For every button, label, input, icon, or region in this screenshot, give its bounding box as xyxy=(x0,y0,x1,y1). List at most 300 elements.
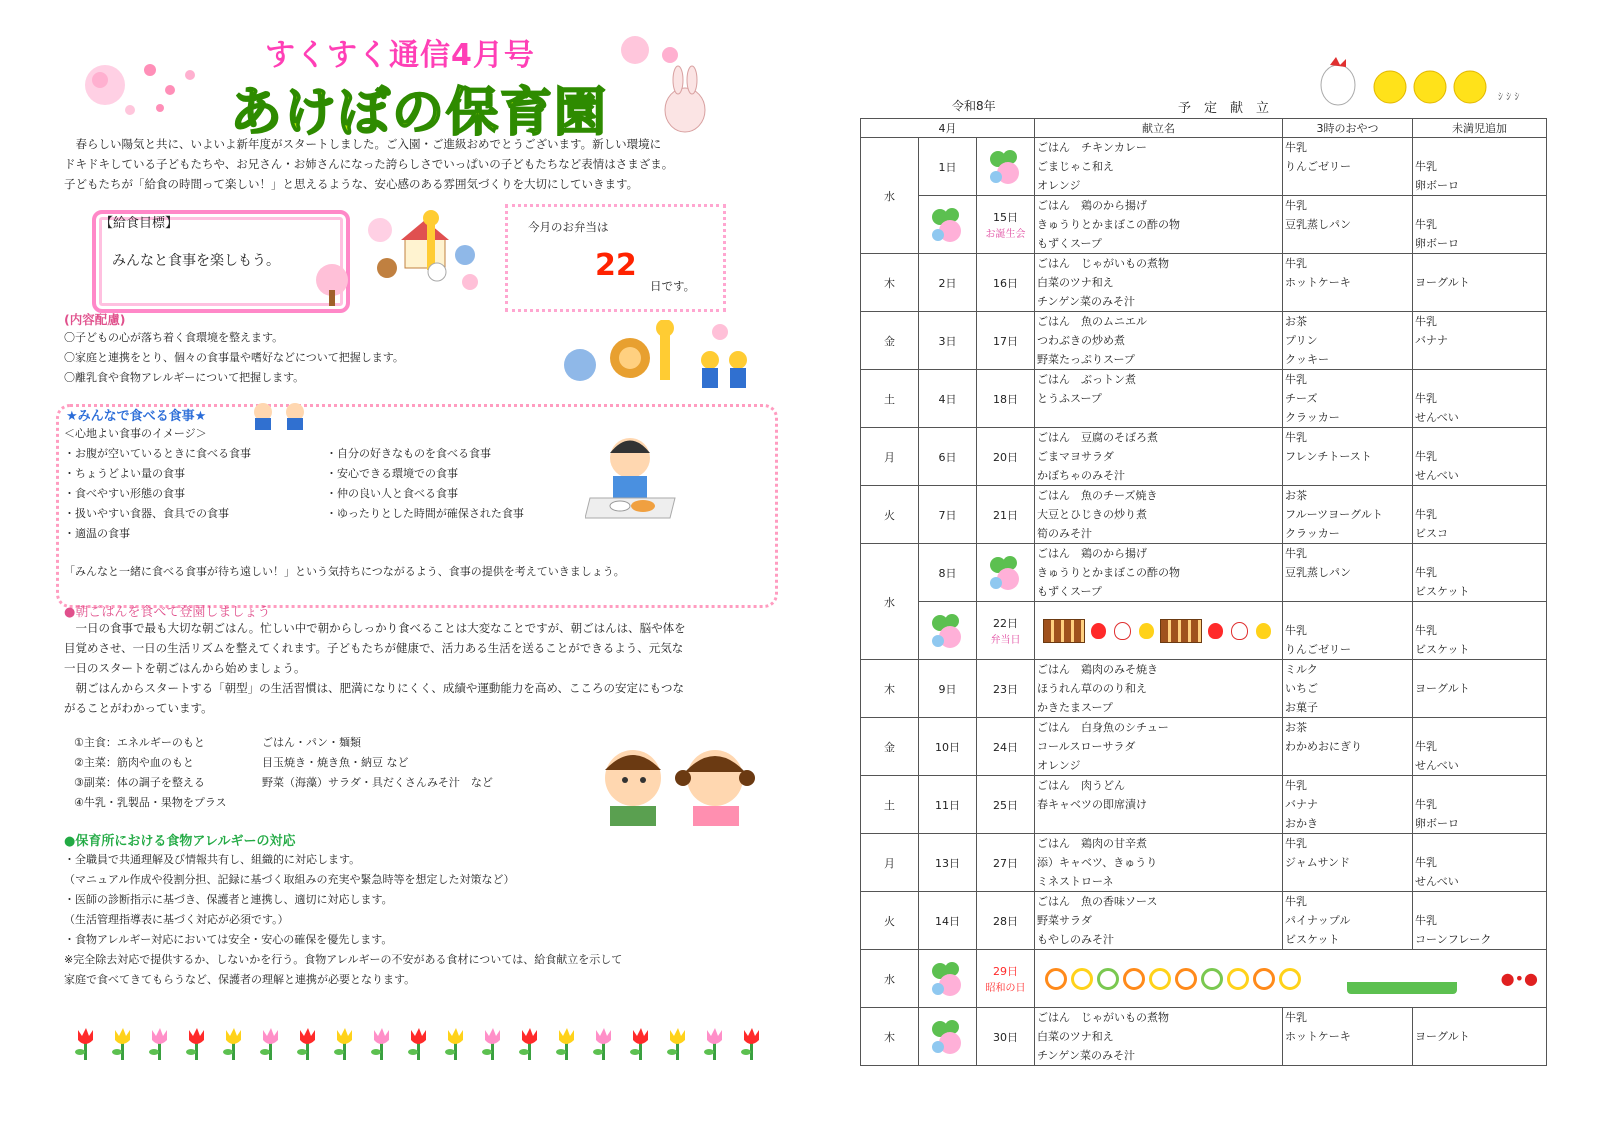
date-text: 15日 xyxy=(993,211,1019,224)
infant-line: 牛乳 xyxy=(1415,160,1438,173)
snack-line: チーズ xyxy=(1285,392,1318,405)
snack-line: 牛乳 xyxy=(1285,547,1308,560)
infant-cell xyxy=(1413,312,1547,370)
infant-cell xyxy=(1413,718,1547,776)
infant-line: 牛乳 xyxy=(1415,566,1438,579)
food-groups-labels xyxy=(74,733,227,813)
dishes-cell xyxy=(1035,776,1283,834)
infant-line xyxy=(1415,486,1544,505)
dishes-line: ごはん 豆腐のそぼろ煮 xyxy=(1037,431,1159,444)
date-note: お誕生会 xyxy=(985,229,1026,240)
eating-left-list xyxy=(64,444,251,544)
date-cell: 7日 xyxy=(919,486,977,544)
cherry-blossom-right-icon xyxy=(610,35,720,135)
menu-title: 予 定 献 立 xyxy=(1178,101,1270,116)
food-group-label: ①主食：エネルギーのもと xyxy=(74,736,205,749)
menu-row xyxy=(861,1008,1547,1066)
date-cell: 28日 xyxy=(977,892,1035,950)
infant-line xyxy=(1415,602,1544,621)
infant-line: せんべい xyxy=(1415,411,1459,424)
infant-line: 牛乳 xyxy=(1415,315,1438,328)
dishes-line: ごはん 肉うどん xyxy=(1037,779,1126,792)
date-cell: 4日 xyxy=(919,370,977,428)
eating-item: ・仲の良い人と食べる食事 xyxy=(326,487,458,500)
infant-line xyxy=(1415,718,1544,737)
infant-line xyxy=(1415,370,1544,389)
eating-item: ・食べやすい形態の食事 xyxy=(64,487,185,500)
eating-together-title: ★みんなで食べる食事★ xyxy=(66,409,207,424)
considerations-item: 〇子どもの心が落ち着く食環境を整えます。 xyxy=(64,331,284,344)
bento-suffix: 日です。 xyxy=(650,279,696,293)
eating-item: ・自分の好きなものを食べる食事 xyxy=(326,447,491,460)
eating-together-subtitle: ＜心地よい食事のイメージ＞ xyxy=(64,427,207,440)
allergy-line: ・食物アレルギー対応においては安全・安心の確保を優先します。 xyxy=(64,933,393,946)
date-cell: 17日 xyxy=(977,312,1035,370)
dishes-line: 春キャベツの即席漬け xyxy=(1037,798,1148,811)
dishes-line: ごはん 白身魚のシチュー xyxy=(1037,721,1169,734)
decoration-icon xyxy=(921,609,974,653)
dishes-line: ごまじゃこ和え xyxy=(1037,160,1115,173)
dishes-line: ごはん じゃがいもの煮物 xyxy=(1037,1011,1170,1024)
weekday-cell: 水 xyxy=(861,544,919,660)
menu-era: 令和8年 xyxy=(952,99,996,113)
date-text: 8日 xyxy=(938,566,957,580)
eating-together-closing: 「みんなと一緒に食べる食事が待ち遠しい！」という気持ちにつながるよう、食事の提供を考えていきましょう。 xyxy=(64,565,625,578)
snack-line: フルーツヨーグルト xyxy=(1285,508,1383,521)
breakfast-line: 一日の食事で最も大切な朝ごはん。忙しい中で朝からしっかり食べることは大変なことですが、朝ごはんは、脳や体を xyxy=(64,621,686,635)
infant-cell xyxy=(1413,254,1547,312)
infant-line: 牛乳 xyxy=(1415,856,1438,869)
dishes-line: 野菜たっぷりスープ xyxy=(1037,353,1135,366)
dishes-cell xyxy=(1035,312,1283,370)
infant-cell xyxy=(1413,776,1547,834)
snack-line xyxy=(1285,872,1410,891)
breakfast-line: 朝ごはんからスタートする「朝型」の生活習慣は、肥満になりにくく、成績や運動能力を高め、こころの安定にもつな xyxy=(64,681,684,695)
weekday-cell: 水 xyxy=(861,950,919,1008)
snack-line: りんごゼリー xyxy=(1285,160,1352,173)
intro-line: 子どもたちが「給食の時間って楽しい！」と思えるような、安心感のある雰囲気づくりを大切にしていきます。 xyxy=(64,177,639,191)
infant-line: ビスコ xyxy=(1415,527,1449,540)
snack-cell xyxy=(1283,1008,1413,1066)
snack-line: りんごゼリー xyxy=(1285,643,1352,656)
snack-line: いちご xyxy=(1285,682,1319,695)
infant-line xyxy=(1415,196,1544,215)
date-cell xyxy=(919,138,977,196)
date-cell: 14日 xyxy=(919,892,977,950)
dishes-cell xyxy=(1035,544,1283,602)
snack-line: ミルク xyxy=(1285,663,1318,676)
snack-line: 牛乳 xyxy=(1285,257,1308,270)
menu-row xyxy=(861,834,1547,892)
infant-line: 牛乳 xyxy=(1415,798,1438,811)
infant-cell xyxy=(1413,486,1547,544)
dishes-line: ごはん 魚の香味ソース xyxy=(1037,895,1158,908)
header-snack: 3時のおやつ xyxy=(1283,119,1413,138)
infant-line xyxy=(1415,698,1544,717)
snack-line: バナナ xyxy=(1285,798,1319,811)
dishes-cell xyxy=(1035,718,1283,776)
breakfast-line: 目覚めさせ、一日の生活リズムを整えてくれます。子どもたちが健康で、活力ある生活を送ることができるよう、元気な xyxy=(64,641,684,655)
breakfast-title: ●朝ごはんを食べて登園しましょう xyxy=(64,605,271,620)
eating-item: ・扱いやすい食器、食具での食事 xyxy=(64,507,229,520)
infant-line: ヨーグルト xyxy=(1415,276,1470,289)
snack-line: クラッカー xyxy=(1285,411,1340,424)
dishes-line: ほうれん草ののり和え xyxy=(1037,682,1148,695)
infant-line xyxy=(1415,834,1544,853)
date-cell: 27日 xyxy=(977,834,1035,892)
infant-line: 卵ボーロ xyxy=(1415,237,1460,250)
snack-line: お菓子 xyxy=(1285,701,1319,714)
dishes-line: もやしのみそ汁 xyxy=(1037,933,1115,946)
decoration-icon xyxy=(979,551,1032,595)
infant-line: ビスケット xyxy=(1415,643,1470,656)
menu-row xyxy=(861,138,1547,196)
snack-line: ビスケット xyxy=(1285,933,1340,946)
menu-header-row xyxy=(861,119,1547,138)
date-cell xyxy=(977,602,1035,660)
dishes-line: 白菜のツナ和え xyxy=(1037,1030,1114,1043)
food-groups-foods xyxy=(262,733,493,793)
dishes-line: きゅうりとかまぼこの酢の物 xyxy=(1037,566,1181,579)
date-cell: 3日 xyxy=(919,312,977,370)
date-note: 昭和の日 xyxy=(985,983,1026,994)
considerations-item: 〇離乳食や食物アレルギーについて把握します。 xyxy=(64,371,305,384)
allergy-line: ※完全除去対応で提供するか、しないかを行う。食物アレルギーの不安がある食材については、給食献立を示して xyxy=(64,953,623,966)
goal-text: みんなと食事を楽しもう。 xyxy=(112,253,280,269)
header-month: 4月 xyxy=(861,119,1035,138)
dishes-line: 白菜のツナ和え xyxy=(1037,276,1114,289)
dishes-line: ごはん チキンカレー xyxy=(1037,141,1147,154)
eating-item: ・ちょうどよい量の食事 xyxy=(64,467,185,480)
dishes-line: とうふスープ xyxy=(1037,392,1102,405)
infant-cell xyxy=(1413,544,1547,602)
weekday-cell: 月 xyxy=(861,834,919,892)
snack-line xyxy=(1285,582,1410,601)
food-group-foods: ごはん・パン・麺類 xyxy=(262,736,361,749)
date-cell: 9日 xyxy=(919,660,977,718)
snack-line: お茶 xyxy=(1285,315,1308,328)
date-cell xyxy=(919,196,977,254)
breakfast-line: がることがわかっています。 xyxy=(64,701,213,715)
food-group-foods: 野菜（海藻）サラダ・具だくさんみそ汁 など xyxy=(262,776,493,789)
infant-line: ヨーグルト xyxy=(1415,1030,1470,1043)
breakfast-line: 一日のスタートを朝ごはんから始めましょう。 xyxy=(64,661,306,675)
dishes-line: ごはん 鶏のから揚げ xyxy=(1037,199,1148,212)
date-cell: 20日 xyxy=(977,428,1035,486)
allergy-line: ・医師の診断指示に基づき、保護者と連携し、適切に対応します。 xyxy=(64,893,393,906)
goal-title: 【給食目標】 xyxy=(100,216,179,231)
weekday-cell: 火 xyxy=(861,486,919,544)
dishes-cell xyxy=(1035,1008,1283,1066)
date-cell: 11日 xyxy=(919,776,977,834)
snack-line xyxy=(1285,466,1410,485)
breakfast-text xyxy=(64,618,764,718)
snack-line: 牛乳 xyxy=(1285,141,1308,154)
infant-line xyxy=(1415,1046,1544,1065)
infant-line: せんべい xyxy=(1415,469,1459,482)
snack-cell xyxy=(1283,834,1413,892)
dishes-line: 添）キャベツ、きゅうり xyxy=(1037,856,1158,869)
date-note: 弁当日 xyxy=(990,635,1021,646)
eating-right-list xyxy=(326,444,524,524)
decoration-icon xyxy=(921,203,974,247)
dishes-line: ごはん 魚のムニエル xyxy=(1037,315,1148,328)
snack-line: 牛乳 xyxy=(1285,779,1308,792)
intro-text xyxy=(64,134,754,194)
allergy-line: 家庭で食べてきてもらうなど、保護者の理解と連携が必要となります。 xyxy=(64,973,416,986)
snack-line: 牛乳 xyxy=(1285,624,1308,637)
menu-row xyxy=(861,950,1547,1008)
infant-cell xyxy=(1413,196,1547,254)
weekday-cell: 金 xyxy=(861,718,919,776)
dishes-line: ミネストローネ xyxy=(1037,875,1114,888)
snack-line xyxy=(1285,176,1410,195)
date-cell xyxy=(919,544,977,602)
infant-line: 卵ボーロ xyxy=(1415,179,1460,192)
infant-cell xyxy=(1413,428,1547,486)
snack-cell xyxy=(1283,602,1413,660)
dishes-line: かきたまスープ xyxy=(1037,701,1113,714)
date-cell: 21日 xyxy=(977,486,1035,544)
eating-item: ・安心できる環境での食事 xyxy=(326,467,458,480)
infant-line xyxy=(1415,892,1544,911)
snack-line: 牛乳 xyxy=(1285,431,1308,444)
snack-cell xyxy=(1283,196,1413,254)
header-dishes: 献立名 xyxy=(1035,119,1283,138)
snack-line: クッキー xyxy=(1285,353,1330,366)
snack-cell xyxy=(1283,138,1413,196)
date-cell xyxy=(919,1008,977,1066)
snack-line: お茶 xyxy=(1285,489,1308,502)
date-text: 22日 xyxy=(993,617,1019,630)
date-text: 1日 xyxy=(938,160,957,174)
date-cell: 10日 xyxy=(919,718,977,776)
date-cell xyxy=(977,544,1035,602)
considerations-title: (内容配慮) xyxy=(64,312,126,327)
dishes-cell xyxy=(1035,254,1283,312)
eating-item: ・ゆったりとした時間が確保された食事 xyxy=(326,507,524,520)
infant-line xyxy=(1415,350,1544,369)
menu-row xyxy=(861,312,1547,370)
intro-line: 春らしい陽気と共に、いよいよ新年度がスタートしました。ご入園・ご進級おめでとうございます。新しい環境に xyxy=(64,137,662,151)
dishes-line: オレンジ xyxy=(1037,759,1081,772)
snack-line: ジャムサンド xyxy=(1285,856,1351,869)
infant-line xyxy=(1415,1008,1544,1027)
bento-label: 今月のお弁当は xyxy=(528,220,609,234)
food-group-foods: 目玉焼き・焼き魚・納豆 など xyxy=(262,756,409,769)
dishes-line: ごはん 鶏肉のみそ焼き xyxy=(1037,663,1159,676)
infant-line: バナナ xyxy=(1415,334,1449,347)
cherry-blossom-left-icon xyxy=(70,50,210,120)
infant-line: 牛乳 xyxy=(1415,624,1438,637)
bento-count: 22 xyxy=(595,248,637,283)
svg-text:ｼ ｼ ｼ: ｼ ｼ ｼ xyxy=(1498,92,1520,103)
dishes-line: つわぶきの炒め煮 xyxy=(1037,334,1126,347)
food-group-label: ②主菜：筋肉や血のもと xyxy=(74,756,194,769)
snack-line: 牛乳 xyxy=(1285,373,1308,386)
dishes-cell xyxy=(1035,660,1283,718)
dishes-cell xyxy=(1035,486,1283,544)
infant-line: せんべい xyxy=(1415,875,1459,888)
eating-item: ・お腹が空いているときに食べる食事 xyxy=(64,447,251,460)
date-cell xyxy=(977,138,1035,196)
menu-row xyxy=(861,428,1547,486)
snack-line: 豆乳蒸しパン xyxy=(1285,566,1352,579)
decoration-icon xyxy=(921,957,974,1001)
dishes-cell xyxy=(1035,196,1283,254)
dishes-line: かぼちゃのみそ汁 xyxy=(1037,469,1126,482)
date-cell: 2日 xyxy=(919,254,977,312)
snack-line: 牛乳 xyxy=(1285,1011,1308,1024)
infant-cell xyxy=(1413,834,1547,892)
weekday-cell: 月 xyxy=(861,428,919,486)
date-cell xyxy=(919,602,977,660)
date-cell xyxy=(919,950,977,1008)
infant-line: ヨーグルト xyxy=(1415,682,1470,695)
snack-line: クラッカー xyxy=(1285,527,1340,540)
snack-cell xyxy=(1283,544,1413,602)
date-cell: 18日 xyxy=(977,370,1035,428)
dishes-line: オレンジ xyxy=(1037,179,1081,192)
infant-line xyxy=(1415,254,1544,273)
food-group-label: ④牛乳・乳製品・果物をプラス xyxy=(74,796,227,809)
infant-cell xyxy=(1413,138,1547,196)
infant-line xyxy=(1415,660,1544,679)
infant-line: 卵ボーロ xyxy=(1415,817,1460,830)
allergy-line: ・全職員で共通理解及び情報共有し、組織的に対応します。 xyxy=(64,853,361,866)
infant-cell xyxy=(1413,602,1547,660)
dishes-cell xyxy=(1035,892,1283,950)
dishes-cell xyxy=(1035,138,1283,196)
snack-cell xyxy=(1283,718,1413,776)
intro-line: ドキドキしている子どもたちや、お兄さん・お姉さんになった誇らしさでいっぱいの子どもたちなど表情はさまざま。 xyxy=(64,157,674,171)
dishes-line: チンゲン菜のみそ汁 xyxy=(1037,295,1136,308)
menu-row xyxy=(861,486,1547,544)
infant-line xyxy=(1415,776,1544,795)
date-cell: 23日 xyxy=(977,660,1035,718)
dishes-line: きゅうりとかまぼこの酢の物 xyxy=(1037,218,1181,231)
nursery-name: あけぼの保育園 xyxy=(230,83,609,143)
snack-line xyxy=(1285,602,1410,621)
dishes-line: ごまマヨサラダ xyxy=(1037,450,1114,463)
infant-line: 牛乳 xyxy=(1415,450,1438,463)
date-cell: 25日 xyxy=(977,776,1035,834)
date-cell xyxy=(977,1008,1035,1066)
weekday-cell: 木 xyxy=(861,1008,919,1066)
weekday-cell: 木 xyxy=(861,660,919,718)
snack-cell xyxy=(1283,486,1413,544)
tree-icon xyxy=(310,262,355,307)
dishes-line: ごはん 鶏肉の甘辛煮 xyxy=(1037,837,1148,850)
dishes-line: コールスローサラダ xyxy=(1037,740,1136,753)
snack-line: ホットケーキ xyxy=(1285,276,1351,289)
date-cell: 16日 xyxy=(977,254,1035,312)
infant-line xyxy=(1415,138,1544,157)
decoration-icon xyxy=(979,145,1032,189)
allergy-title: ●保育所における食物アレルギーの対応 xyxy=(64,834,296,849)
weekday-cell: 木 xyxy=(861,254,919,312)
bento-decoration xyxy=(1035,602,1283,660)
menu-row xyxy=(861,196,1547,254)
infant-cell xyxy=(1413,370,1547,428)
dishes-line: ごはん 鶏のから揚げ xyxy=(1037,547,1148,560)
weekday-cell: 土 xyxy=(861,776,919,834)
snack-line: 豆乳蒸しパン xyxy=(1285,218,1352,231)
weekday-cell: 土 xyxy=(861,370,919,428)
infant-line: 牛乳 xyxy=(1415,392,1438,405)
infant-line: コーンフレーク xyxy=(1415,933,1492,946)
decoration-icon xyxy=(921,1015,974,1059)
infant-line xyxy=(1415,292,1544,311)
snack-line: フレンチトースト xyxy=(1285,450,1372,463)
snack-cell xyxy=(1283,428,1413,486)
snack-line: お茶 xyxy=(1285,721,1308,734)
menu-row xyxy=(861,602,1547,660)
dishes-line: 大豆とひじきの炒り煮 xyxy=(1037,508,1148,521)
snack-line: わかめおにぎり xyxy=(1285,740,1363,753)
snack-cell xyxy=(1283,370,1413,428)
dishes-cell xyxy=(1035,834,1283,892)
menu-row xyxy=(861,892,1547,950)
children-breakfast-illustration xyxy=(595,740,760,830)
dishes-line: 野菜サラダ xyxy=(1037,914,1092,927)
snack-cell xyxy=(1283,660,1413,718)
snack-cell xyxy=(1283,254,1413,312)
tulip-border xyxy=(68,1022,768,1064)
date-text: 30日 xyxy=(993,1030,1019,1044)
infant-line: 牛乳 xyxy=(1415,218,1438,231)
infant-line xyxy=(1415,544,1544,563)
snack-line xyxy=(1285,234,1410,253)
snack-line xyxy=(1285,1046,1410,1065)
snack-line: 牛乳 xyxy=(1285,895,1308,908)
dishes-line: チンゲン菜のみそ汁 xyxy=(1037,1049,1136,1062)
dishes-line: 筍のみそ汁 xyxy=(1037,527,1093,540)
date-cell: 6日 xyxy=(919,428,977,486)
chicken-chicks-icon xyxy=(1318,55,1528,110)
animals-house-illustration xyxy=(365,210,480,295)
considerations-list xyxy=(64,328,404,388)
menu-row xyxy=(861,660,1547,718)
holiday-decoration: ●•● xyxy=(1035,950,1547,1008)
snack-cell xyxy=(1283,892,1413,950)
food-group-label: ③副菜：体の調子を整える xyxy=(74,776,205,789)
child-eating-illustration xyxy=(585,428,680,523)
infant-cell xyxy=(1413,660,1547,718)
infant-line: せんべい xyxy=(1415,759,1459,772)
snack-line: 牛乳 xyxy=(1285,837,1308,850)
dishes-cell xyxy=(1035,370,1283,428)
newsletter-title: すくすく通信4月号 xyxy=(265,38,535,73)
infant-line: 牛乳 xyxy=(1415,914,1438,927)
snack-line: おかき xyxy=(1285,817,1319,830)
infant-line: ビスケット xyxy=(1415,585,1470,598)
infant-cell xyxy=(1413,1008,1547,1066)
menu-row xyxy=(861,370,1547,428)
eating-item: ・適温の食事 xyxy=(64,527,130,540)
allergy-line: （マニュアル作成や役割分担、記録に基づく取組みの充実や緊急時等を想定した対策など） xyxy=(64,873,515,886)
dishes-line: ごはん ぶっトン煮 xyxy=(1037,373,1137,386)
menu-row xyxy=(861,718,1547,776)
snack-line: ホットケーキ xyxy=(1285,1030,1351,1043)
infant-line: 牛乳 xyxy=(1415,508,1438,521)
menu-row xyxy=(861,776,1547,834)
dishes-line: ごはん 魚のチーズ焼き xyxy=(1037,489,1158,502)
date-cell: 13日 xyxy=(919,834,977,892)
weekday-cell: 金 xyxy=(861,312,919,370)
infant-line xyxy=(1415,428,1544,447)
weekday-cell: 火 xyxy=(861,892,919,950)
